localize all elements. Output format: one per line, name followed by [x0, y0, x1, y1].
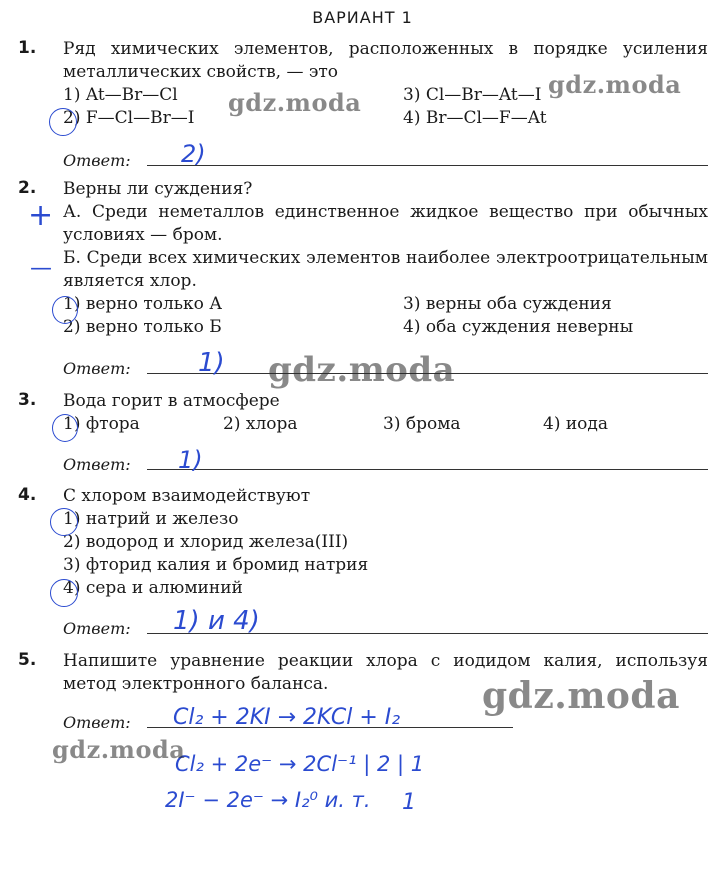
- selected-option-circle: [49, 108, 77, 136]
- answer-label: Ответ:: [63, 619, 131, 638]
- answer-label: Ответ:: [63, 455, 131, 474]
- question-4: [18, 485, 708, 605]
- answer-line: [147, 165, 708, 166]
- option-1: 1) фтора: [63, 414, 140, 434]
- answer-label: Ответ:: [63, 151, 131, 170]
- question-number: 5.: [18, 650, 37, 670]
- answer-row-3: [63, 448, 708, 474]
- option-4: 4) иода: [543, 414, 609, 434]
- answer-row-1: [63, 140, 708, 170]
- option-4: 4) Br—Cl—F—At: [403, 108, 547, 128]
- watermark: gdz.moda: [228, 88, 362, 117]
- statement-b: Б. Среди всех химических элементов наиболее электроотрицательным является хлор.: [63, 248, 708, 291]
- answer-row-5: [63, 706, 513, 732]
- option-3: 3) Cl—Br—At—I: [403, 85, 542, 105]
- option-2: 2) верно только Б: [63, 317, 222, 337]
- handwritten-coefficient: 1: [402, 790, 416, 815]
- answer-row-4: [63, 606, 708, 638]
- answer-label: Ответ:: [63, 359, 131, 378]
- watermark: gdz.moda: [268, 350, 456, 390]
- selected-option-circle: [50, 508, 78, 536]
- question-number: 4.: [18, 485, 37, 505]
- answer-line: [147, 469, 708, 470]
- handwritten-answer: 1): [178, 446, 203, 474]
- question-number: 3.: [18, 390, 37, 410]
- question-text: Вода горит в атмосфере: [63, 391, 280, 411]
- options-row: [63, 413, 708, 436]
- option-4: 4) оба суждения неверны: [403, 317, 634, 337]
- question-number: 1.: [18, 38, 37, 58]
- option-3: 3) верны оба суждения: [403, 294, 612, 314]
- option-1: 1) верно только А: [63, 294, 223, 314]
- question-2: [18, 178, 708, 348]
- handwritten-balance-line-1: Cl₂ + 2e⁻ → 2Cl⁻¹ | 2 | 1: [175, 752, 425, 776]
- statement-a: А. Среди неметаллов единственное жидкое вещество при обычных условиях — бром.: [63, 202, 708, 245]
- option-2: 2) хлора: [223, 414, 298, 434]
- watermark: gdz.moda: [482, 675, 680, 717]
- handwritten-answer: 2): [181, 140, 206, 168]
- question-text: Ряд химических элементов, расположенных в порядке усиления металлических свойств, — это: [63, 39, 708, 82]
- variant-title: ВАРИАНТ 1: [312, 8, 413, 27]
- selected-option-circle: [52, 296, 78, 324]
- question-text: Верны ли суждения?: [63, 179, 253, 199]
- option-1: 1) натрий и железо: [63, 509, 239, 529]
- minus-mark: —: [30, 256, 52, 281]
- option-4: 4) сера и алюминий: [63, 578, 243, 598]
- option-2: 2) водород и хлорид железа(III): [63, 532, 349, 552]
- question-3: [18, 390, 708, 450]
- watermark: gdz.moda: [548, 70, 682, 99]
- question-text: С хлором взаимодействуют: [63, 486, 311, 506]
- question-number: 2.: [18, 178, 37, 198]
- handwritten-equation: Cl₂ + 2KI → 2KCl + I₂: [173, 705, 401, 730]
- plus-mark: +: [28, 198, 54, 233]
- handwritten-answer: 1): [198, 348, 225, 378]
- option-3: 3) брома: [383, 414, 461, 434]
- question-text: Напишите уравнение реакции хлора с иодидом калия, используя метод электронного баланса.: [63, 651, 708, 694]
- option-1: 1) At—Br—Cl: [63, 85, 178, 105]
- option-2: 2) F—Cl—Br—I: [63, 108, 195, 128]
- option-3: 3) фторид калия и бромид натрия: [63, 555, 369, 575]
- selected-option-circle: [52, 414, 78, 442]
- handwritten-answer: 1) и 4): [173, 606, 260, 636]
- watermark: gdz.moda: [52, 735, 186, 764]
- answer-label: Ответ:: [63, 713, 131, 732]
- handwritten-balance-line-2: 2I⁻ − 2e⁻ → I₂⁰ и. т.: [165, 788, 371, 812]
- selected-option-circle: [50, 579, 78, 607]
- options-grid: [63, 293, 708, 339]
